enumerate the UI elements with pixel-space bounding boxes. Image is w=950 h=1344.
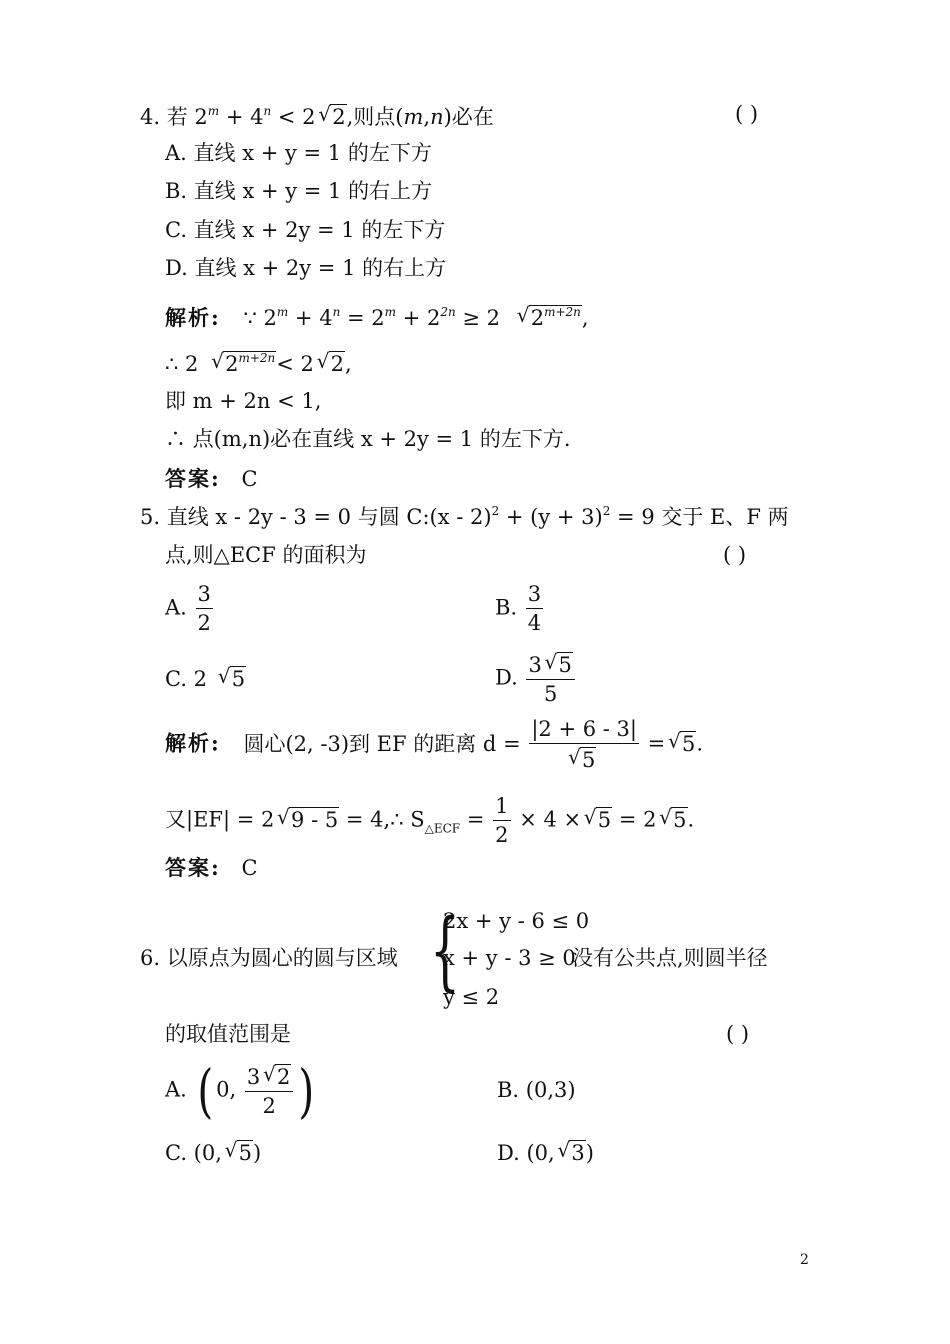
sqrt-symbol: √ 5 — [580, 747, 596, 772]
q5-number: 5. — [140, 505, 161, 529]
analysis-label: 解析: — [165, 730, 221, 756]
sqrt-symbol: √ 2 — [275, 1064, 291, 1089]
sqrt-symbol: √ 2 — [330, 104, 346, 129]
q6-stem-b: 没有公共点,则圆半径 — [572, 946, 768, 970]
q5-stem-line1: 5. 直线 x - 2y - 3 = 0 与圆 C:(x - $2)^2 + (y + 3)^2 = 9$ 交于 E、F 两 — [140, 504, 789, 529]
q5-stem-line2: 点,则△ECF 的面积为 — [165, 543, 367, 567]
q5-answer-bracket: ( ) — [723, 543, 747, 567]
analysis-label: 解析: — [165, 305, 221, 330]
q5-analysis-line1: 解析: 圆心(2, -3)到 EF 的距离 d = |2 + 6 - 3| √ 5 = √ 5. — [165, 718, 703, 772]
q6-system-eq3: y ≤ 2 — [443, 985, 500, 1009]
q5-answer: 答案: C — [165, 855, 258, 880]
fraction: $\frac{3 √ 2}{2}$ — [245, 1064, 293, 1118]
q4-number: 4. — [140, 105, 161, 129]
q4-answer-bracket: ( ) — [735, 102, 759, 126]
q6-answer-bracket: ( ) — [726, 1022, 750, 1046]
sqrt-symbol: √ 5 — [596, 807, 612, 832]
q6-number: 6. — [140, 946, 161, 970]
q6-option-d: D. (0, √ 3) — [497, 1140, 594, 1165]
q6-option-c: C. (0, √ 5) — [165, 1140, 261, 1165]
sqrt-symbol: √ 5 — [671, 807, 687, 832]
fraction: $\frac{3 √ 5}{5}$ — [526, 652, 574, 706]
answer-label: 答案: — [165, 466, 221, 491]
q6-option-a: A. ( 0, $\frac{3 √ 2}{2}$ ) — [165, 1062, 318, 1120]
q6-system-eq2: x + y - 3 ≥ 0 — [443, 946, 576, 970]
q4-option-d: D. 直线 x + 2y = 1 的右上方 — [165, 256, 447, 280]
q4-analysis-line1: 解析: ∵ $2^m + 4^n = 2^m + 2^{2n} \ge 2$ √ $2^{m+2n}$, — [165, 305, 589, 330]
q6-option-b: B. (0,3) — [497, 1078, 576, 1102]
sqrt-symbol: √ 9 - 5 — [289, 807, 339, 832]
q4-stem: 4. 若 $2^m + 4^n < 2$ √ 2,则点(m,n)必在 — [140, 104, 494, 129]
sqrt-symbol: √ 5 — [557, 652, 573, 677]
q5-option-d: D. $\frac{3 √ 5}{5}$ — [495, 652, 577, 706]
q6-stem-a: 6. 以原点为圆心的圆与区域 — [140, 946, 398, 970]
q4-analysis-line3: 即 m + 2n < 1, — [165, 389, 322, 413]
fraction: $\frac{3}{4}$ — [527, 582, 542, 636]
sqrt-symbol: √ $2^{m+2n}$ — [529, 305, 582, 330]
system-brace: { — [430, 901, 461, 1001]
q6-system-eq1: 2x + y - 6 ≤ 0 — [443, 909, 590, 933]
q4-option-c: C. 直线 x + 2y = 1 的左下方 — [165, 218, 446, 242]
fraction: $\frac{1}{2}$ — [495, 794, 509, 848]
sqrt-symbol: √ 5 — [230, 666, 246, 691]
sqrt-symbol: √ $2^{m+2n}$ — [223, 351, 276, 376]
fraction: |2 + 6 - 3| √ 5 — [529, 718, 639, 772]
q5-option-b: B. $\frac{3}{4}$ — [495, 582, 542, 636]
q5-analysis-line2: 又|EF| = 2 √ 9 - 5 = 4,∴ $S_{\triangle ECF}$ = $\frac{1}{2}$ × 4 × √ 5 = 2 √ 5. — [165, 795, 694, 847]
q4-answer: 答案: C — [165, 466, 258, 491]
page-number: 2 — [800, 1252, 809, 1268]
q4-analysis-line2: ∴ 2 √ $2^{m+2n}< 2$ √ 2, — [165, 351, 352, 376]
q5-option-a: A. $\frac{3}{2}$ — [165, 582, 211, 636]
sqrt-symbol: √ 5 — [237, 1140, 253, 1165]
q6-stem-line2: 的取值范围是 — [165, 1022, 291, 1046]
q4-analysis-line4: ∴ 点(m,n)必在直线 x + 2y = 1 的左下方. — [165, 427, 571, 451]
q5-option-c: C. 2 √ 5 — [165, 666, 246, 691]
q4-option-a: A. 直线 x + y = 1 的左下方 — [165, 141, 432, 165]
sqrt-symbol: √ 2 — [329, 351, 345, 376]
fraction: $\frac{3}{2}$ — [197, 582, 211, 636]
q4-option-b: B. 直线 x + y = 1 的右上方 — [165, 179, 433, 203]
sqrt-symbol: √ 5 — [680, 731, 696, 756]
answer-label: 答案: — [165, 855, 221, 880]
sqrt-symbol: √ 3 — [569, 1140, 585, 1165]
